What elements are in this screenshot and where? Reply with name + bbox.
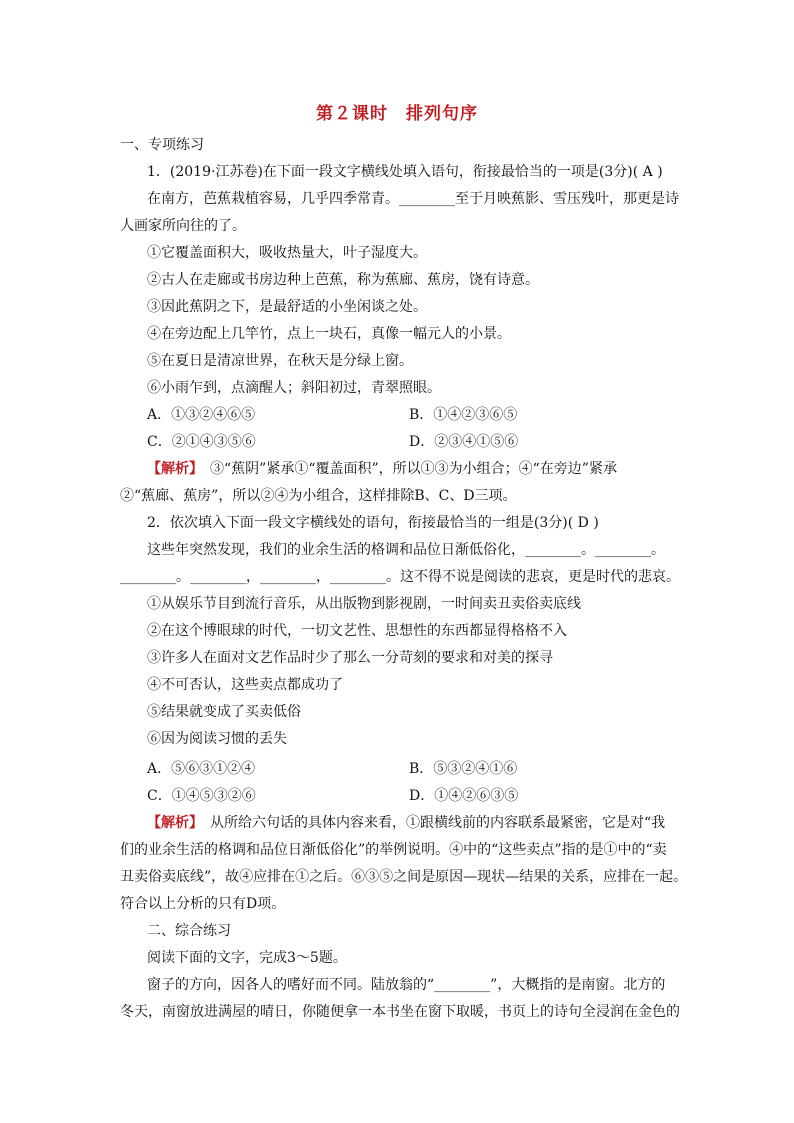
q2-stem: 2．依次填入下面一段文字横线处的语句，衔接最恰当的一组是(3分)( D ) <box>147 515 599 531</box>
q1-sentence-1: ①它覆盖面积大，吸收热量大，叶子湿度大。 <box>147 245 427 261</box>
q1-option-c: C．②①④③⑤⑥ <box>147 434 256 450</box>
q2-analysis-tag: 【解析】 <box>147 815 196 831</box>
q2-sentence-1: ①从娱乐节目到流行音乐，从出版物到影视剧，一时间卖丑卖俗卖底线 <box>147 596 581 612</box>
q1-stem: 1．(2019·江苏卷)在下面一段文字横线处填入语句，衔接最恰当的一项是(3分)( A ) <box>147 164 663 180</box>
q2-analysis-line-2: 们的业余生活的格调和品位日渐低俗化”的举例说明。④中的“这些卖点”指的是①中的“卖 <box>120 842 667 858</box>
q1-sentence-5: ⑤在夏日是清凉世界，在秋天是分绿上窗。 <box>147 353 413 369</box>
q2-passage-line-1: 这些年突然发现，我们的业余生活的格调和品位日渐低俗化，________。________。 <box>147 542 665 558</box>
q2-sentence-4: ④不可否认，这些卖点都成功了 <box>147 677 343 693</box>
q2-sentence-5: ⑤结果就变成了买卖低俗 <box>147 704 301 720</box>
q1-option-a: A．①③②④⑥⑤ <box>147 407 256 423</box>
q2-option-a: A．⑤⑥③①②④ <box>147 761 256 777</box>
page-title: 第２课时 排列句序 <box>316 104 478 124</box>
section-heading-1: 一、专项练习 <box>120 137 204 153</box>
section-heading-2: 二、综合练习 <box>147 923 231 939</box>
q2-option-b: B．⑤③②④①⑥ <box>409 761 518 777</box>
reading-passage-line-1: 窗子的方向，因各人的嗜好而不同。陆放翁的“________”，大概指的是南窗。北方的 <box>147 977 666 993</box>
reading-passage-line-2: 冬天，南窗放进满屋的晴日，你随便拿一本书坐在窗下取暖，书页上的诗句全浸润在金色的 <box>120 1004 680 1020</box>
q2-passage-line-2: ________。________，________，________。这不得不说是阅读的悲哀，更是时代的悲哀。 <box>120 569 680 585</box>
q1-option-b: B．①④②③⑥⑤ <box>409 407 518 423</box>
q2-sentence-2: ②在这个博眼球的时代，一切文艺性、思想性的东西都显得格格不入 <box>147 623 567 639</box>
q1-analysis-text-1: ③“蕉阴”紧承①“覆盖面积”，所以①③为小组合；④“在旁边”紧承 <box>196 461 617 477</box>
q1-sentence-3: ③因此蕉阴之下，是最舒适的小坐闲谈之处。 <box>147 299 427 315</box>
q2-analysis-line-3: 丑卖俗卖底线”，故④应排在①之后。⑥③⑤之间是原因—现状—结果的关系，应排在一起。 <box>120 869 688 885</box>
reading-intro: 阅读下面的文字，完成3～5题。 <box>147 950 347 966</box>
q1-option-d: D．②③④①⑤⑥ <box>409 434 519 450</box>
q2-sentence-6: ⑥因为阅读习惯的丢失 <box>147 731 287 747</box>
q2-analysis-line-4: 符合以上分析的只有D项。 <box>120 896 286 912</box>
q1-sentence-4: ④在旁边配上几竿竹，点上一块石，真像一幅元人的小景。 <box>147 326 511 342</box>
q1-analysis-line-1 <box>147 460 617 478</box>
q1-analysis-tag: 【解析】 <box>147 461 196 477</box>
q2-option-c: C．①④⑤③②⑥ <box>147 788 256 804</box>
q1-passage-line-2: 人画家所向往的了。 <box>120 218 246 234</box>
q1-sentence-6: ⑥小雨乍到，点滴醒人；斜阳初过，青翠照眼。 <box>147 380 441 396</box>
q1-sentence-2: ②古人在走廊或书房边种上芭蕉，称为蕉廊、蕉房，饶有诗意。 <box>147 272 539 288</box>
q2-option-d: D．①④②⑥③⑤ <box>409 788 519 804</box>
q2-analysis-line-1 <box>147 814 665 832</box>
q2-analysis-text-1: 从所给六句话的具体内容来看，①跟横线前的内容联系最紧密，它是对“我 <box>196 815 666 831</box>
q2-sentence-3: ③许多人在面对文艺作品时少了那么一分苛刻的要求和对美的探寻 <box>147 650 553 666</box>
q1-passage-line-1: 在南方，芭蕉栽植容易，几乎四季常青。________至于月映蕉影、雪压残叶，那更是诗 <box>147 191 679 207</box>
q1-analysis-line-2: ②“蕉廊、蕉房”，所以②④为小组合，这样排除B、C、D三项。 <box>120 488 517 504</box>
